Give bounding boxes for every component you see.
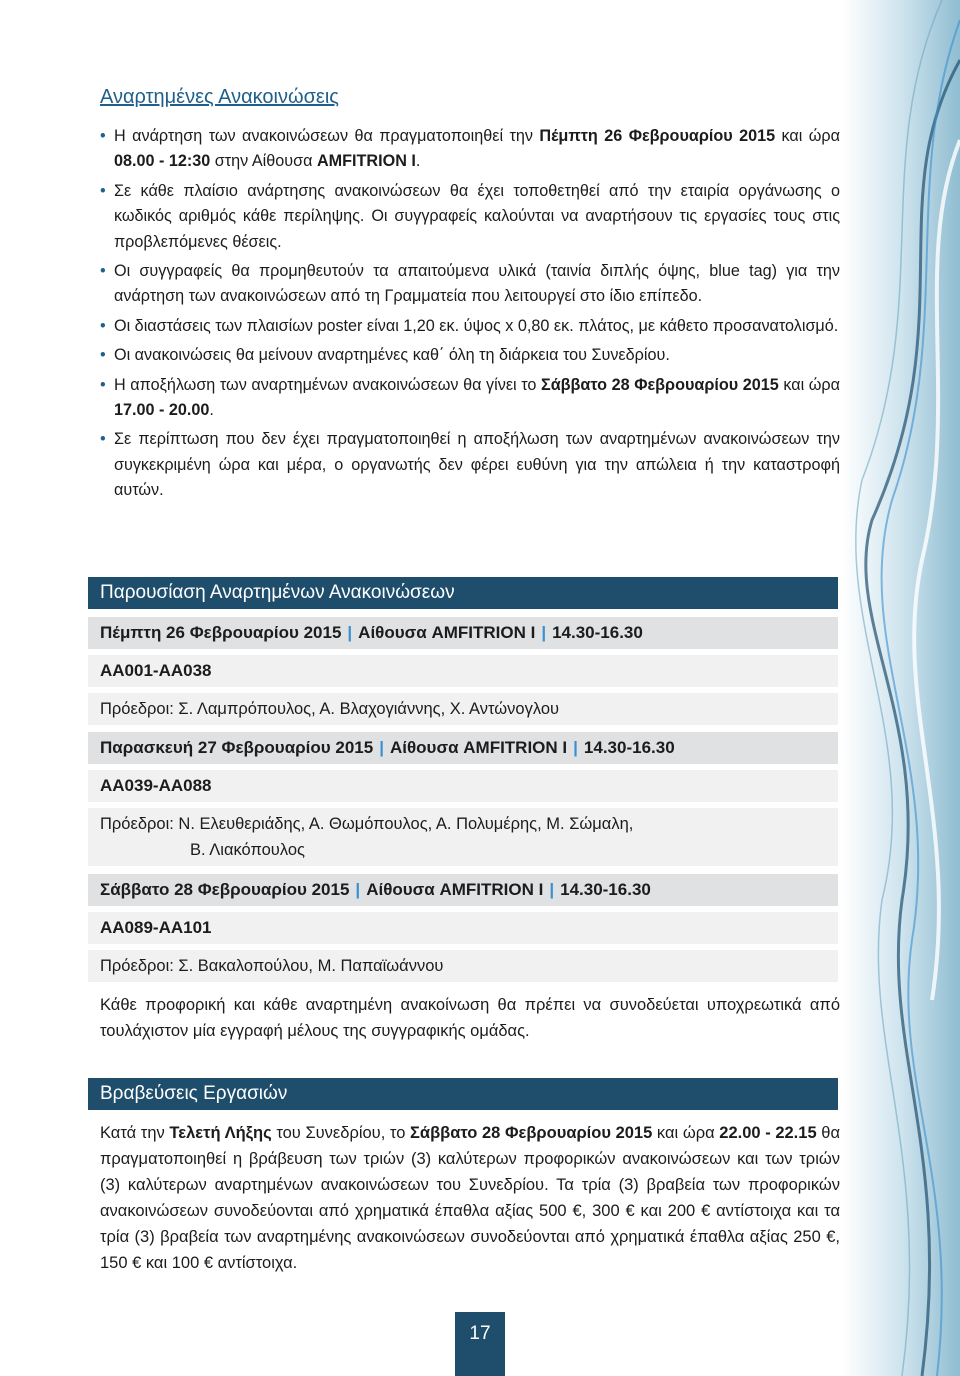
- bullet-bold-room: AMFITRION I: [316, 152, 416, 171]
- bullet-bold-date: Πέμπτη 26 Φεβρουαρίου 2015: [539, 127, 776, 145]
- page-number: 17: [455, 1312, 505, 1376]
- paragraph-bold-date: Σάββατο 28 Φεβρουαρίου 2015: [410, 1124, 653, 1142]
- section-title-presentation: Παρουσίαση Αναρτημένων Ανακοινώσεων: [88, 577, 838, 609]
- bullet-text: Σε κάθε πλαίσιο ανάρτησης ανακοινώσεων θα έχει τοποθετηθεί από την εταιρία οργάνωσης ο κωδικός αριθμός κάθε περίληψης. Οι συγγραφείς καλούνται να αναρτήσουν τις εργασίες τους στις προβλεπόμενες θέσεις.: [114, 181, 840, 251]
- requirement-note: Κάθε προφορική και κάθε αναρτημένη ανακοίνωση θα πρέπει να συνοδεύεται υποχρεωτικά από τουλάχιστον μία εγγραφή μέλους της συγγραφικής ομάδας.: [100, 996, 840, 1040]
- session-codes: ΑΑ089-ΑΑ101: [88, 912, 838, 944]
- chairs-line: Β. Λιακόπουλος: [190, 841, 305, 859]
- bullet-text: .: [209, 401, 214, 420]
- session-chairs: [88, 950, 838, 982]
- awards-paragraph: [100, 1120, 840, 1276]
- paragraph-text: Κατά την: [100, 1124, 170, 1142]
- separator: |: [355, 880, 361, 899]
- session-codes: ΑΑ039-ΑΑ088: [88, 770, 838, 802]
- chairs-line: Πρόεδροι: Σ. Βακαλοπούλου, Μ. Παπαϊωάννου: [100, 957, 444, 975]
- bullet-bold-date: Σάββατο 28 Φεβρουαρίου 2015: [540, 375, 779, 394]
- bullet-bold-time: 08.00 - 12:30: [114, 152, 211, 171]
- paragraph-text: θα πραγματοποιηθεί η βράβευση των τριών (3) καλύτερων προφορικών ανακοινώσεων και των τριών (3) καλύτερων αναρτημένων ανακοινώσεων του Συνεδρίου. Τα τρία (3) βραβεία των προφορικών ανακοινώσεων συνοδεύονται από χρηματικά έπαθλα αξίας 500 €, 300 € και 200 € αντίστοιχα και τα τρία (3) βραβεία των αναρτημένης ανακοινώσεων συνοδεύονται από χρηματικά έπαθλα αξίας 250 €, 150 € και 100 € αντίστοιχα.: [100, 1124, 840, 1272]
- session-day-row: [88, 732, 838, 764]
- session-chairs: [88, 693, 838, 725]
- list-item: [100, 373, 840, 424]
- list-item: [100, 343, 840, 368]
- bullet-text: Η αποξήλωση των αναρτημένων ανακοινώσεων θα γίνει το: [114, 375, 541, 394]
- paragraph-bold: Τελετή Λήξης: [169, 1124, 272, 1142]
- session-time: 14.30-16.30: [560, 880, 651, 899]
- session-codes: ΑΑ001-ΑΑ038: [88, 655, 838, 687]
- bullet-bold-time: 17.00 - 20.00: [114, 401, 210, 420]
- separator: |: [541, 623, 547, 642]
- list-item: [100, 179, 840, 255]
- list-item: [100, 427, 840, 503]
- session-chairs: [88, 808, 838, 866]
- bullet-text: Η ανάρτηση των ανακοινώσεων θα πραγματοποιηθεί την: [114, 127, 540, 145]
- bullet-text: Οι ανακοινώσεις θα μείνουν αναρτημένες καθ΄ όλη τη διάρκεια του Συνεδρίου.: [114, 346, 670, 365]
- paragraph-bold-time: 22.00 - 22.15: [719, 1124, 817, 1142]
- bullet-text: στην Αίθουσα: [210, 152, 317, 171]
- paragraph-text: και ώρα: [652, 1124, 720, 1142]
- list-item: [100, 314, 840, 339]
- bullet-text: Οι συγγραφείς θα προμηθευτούν τα απαιτούμενα υλικά (ταινία διπλής όψης, blue tag) για την ανάρτηση των ανακοινώσεων από τη Γραμματεία που λειτουργεί στο ίδιο επίπεδο.: [114, 262, 840, 306]
- session-time: 14.30-16.30: [583, 738, 675, 757]
- session-day: Πέμπτη 26 Φεβρουαρίου 2015: [100, 623, 342, 642]
- separator: |: [379, 738, 384, 757]
- bullet-text: και ώρα: [778, 375, 840, 394]
- decorative-wave-ribbon: [842, 0, 960, 1376]
- list-item: [100, 259, 840, 310]
- chairs-line: Πρόεδροι: Σ. Λαμπρόπουλος, Α. Βλαχογιάννης, Χ. Αντώνογλου: [100, 700, 560, 718]
- bullet-text: .: [415, 152, 421, 171]
- session-room: Αίθουσα AMFITRION I: [366, 880, 544, 899]
- session-time: 14.30-16.30: [552, 623, 643, 642]
- section-heading-posters: Αναρτημένες Ανακοινώσεις: [100, 86, 339, 108]
- poster-rules-list: [100, 124, 840, 508]
- bullet-text: Οι διαστάσεις των πλαισίων poster είναι 1,20 εκ. ύψος x 0,80 εκ. πλάτος, με κάθετο προσανατολισμό.: [114, 316, 839, 335]
- session-day-row: [88, 617, 838, 649]
- session-day: Σάββατο 28 Φεβρουαρίου 2015: [100, 880, 350, 899]
- list-item: [100, 124, 840, 175]
- section-title-awards: Βραβεύσεις Εργασιών: [88, 1078, 838, 1110]
- chairs-line: Πρόεδροι: Ν. Ελευθεριάδης, Α. Θωμόπουλος, Α. Πολυμέρης, Μ. Σώμαλη,: [100, 815, 634, 833]
- bullet-text: Σε περίπτωση που δεν έχει πραγματοποιηθεί η αποξήλωση των αναρτημένων ανακοινώσεων την συγκεκριμένη ώρα και μέρα, ο οργανωτής δεν φέρει ευθύνη για την απώλεια ή την καταστροφή αυτών.: [114, 430, 840, 500]
- session-room: Αίθουσα AMFITRION I: [358, 623, 536, 642]
- bullet-text: και ώρα: [775, 127, 840, 145]
- separator: |: [549, 880, 555, 899]
- session-day: Παρασκευή 27 Φεβρουαρίου 2015: [100, 738, 374, 757]
- separator: |: [347, 623, 353, 642]
- separator: |: [573, 738, 578, 757]
- paragraph-text: του Συνεδρίου, το: [271, 1124, 411, 1142]
- session-day-row: [88, 874, 838, 906]
- session-room: Αίθουσα AMFITRION I: [389, 738, 568, 757]
